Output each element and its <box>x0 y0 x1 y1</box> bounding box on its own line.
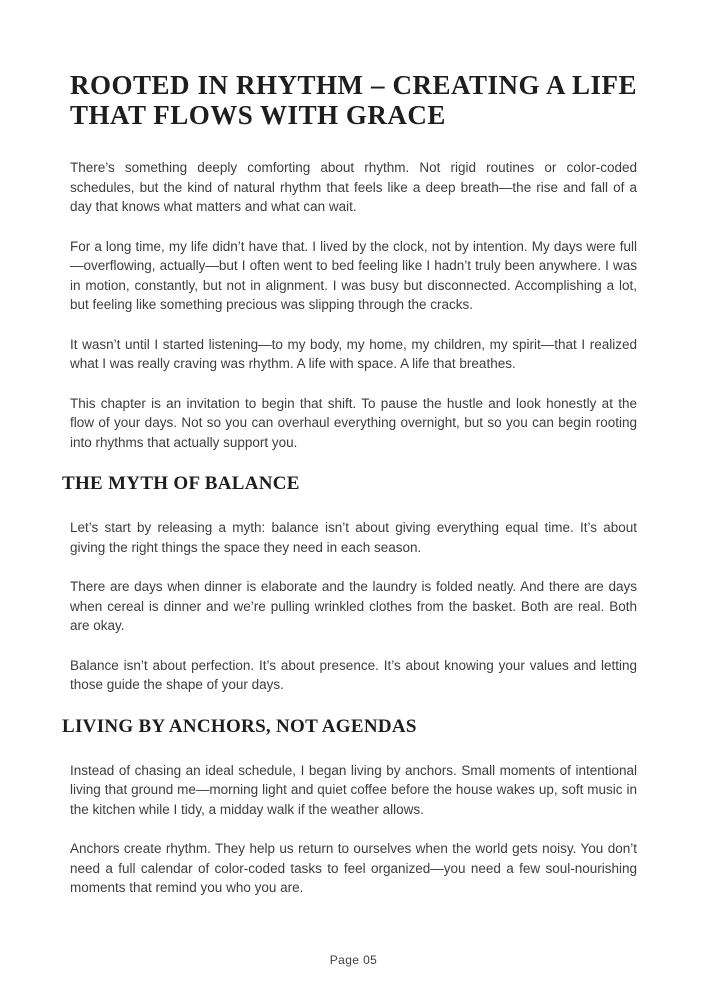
intro-paragraph-4: This chapter is an invitation to begin that shift. To pause the hustle and look honestly at the flow of your days. Not so you can overhaul everything overnight, but so you can begin rooting into rhythms that actually support you. <box>70 395 637 450</box>
chapter-title-line1: ROOTED IN RHYTHM – CREATING A LIFE <box>70 70 637 100</box>
section2-paragraph-1: Instead of chasing an ideal schedule, I began living by anchors. Small moments of intentional living that ground me—morning light and quiet coffee before the house wakes up, soft music in the kitchen while I tidy, a midday walk if the weather allows. <box>70 762 637 817</box>
intro-paragraph-2: For a long time, my life didn’t have that. I lived by the clock, not by intention. My days were full—overflowing, actually—but I often went to bed feeling like I hadn’t truly been anywhere. I was in motion, constantly, but not in alignment. I was busy but disconnected. Accomplishing a lot, but feeling like something precious was slipping through the cracks. <box>70 238 637 312</box>
section1-paragraph-1: Let’s start by releasing a myth: balance isn’t about giving everything equal time. It’s about giving the right things the space they need in each season. <box>70 520 637 555</box>
section2-paragraph-2: Anchors create rhythm. They help us return to ourselves when the world gets noisy. You don’t need a full calendar of color-coded tasks to feel organized—you need a few soul-nourishing moments that remind you who you are. <box>70 841 637 895</box>
intro-paragraph-1: There’s something deeply comforting about rhythm. Not rigid routines or color-coded schedules, but the kind of natural rhythm that feels like a deep breath—the rise and fall of a day that knows what matters and what can wait. <box>70 160 637 214</box>
section1-paragraph-2: There are days when dinner is elaborate and the laundry is folded neatly. And there are days when cereal is dinner and we’re pulling wrinkled clothes from the basket. Both are real. Both are okay. <box>70 579 637 633</box>
page-number: Page 05 <box>329 953 378 967</box>
section1-paragraph-3: Balance isn’t about perfection. It’s about presence. It’s about knowing your values and letting those guide the shape of your days. <box>70 657 637 692</box>
section-heading-myth-of-balance: THE MYTH OF BALANCE <box>62 473 300 494</box>
chapter-title-line2: THAT FLOWS WITH GRACE <box>70 100 446 130</box>
intro-paragraph-3: It wasn’t until I started listening—to my body, my home, my children, my spirit—that I realized what I was really craving was rhythm. A life with space. A life that breathes. <box>70 336 637 371</box>
chapter-title <box>70 70 637 130</box>
section-heading-living-by-anchors: LIVING BY ANCHORS, NOT AGENDAS <box>62 715 417 737</box>
